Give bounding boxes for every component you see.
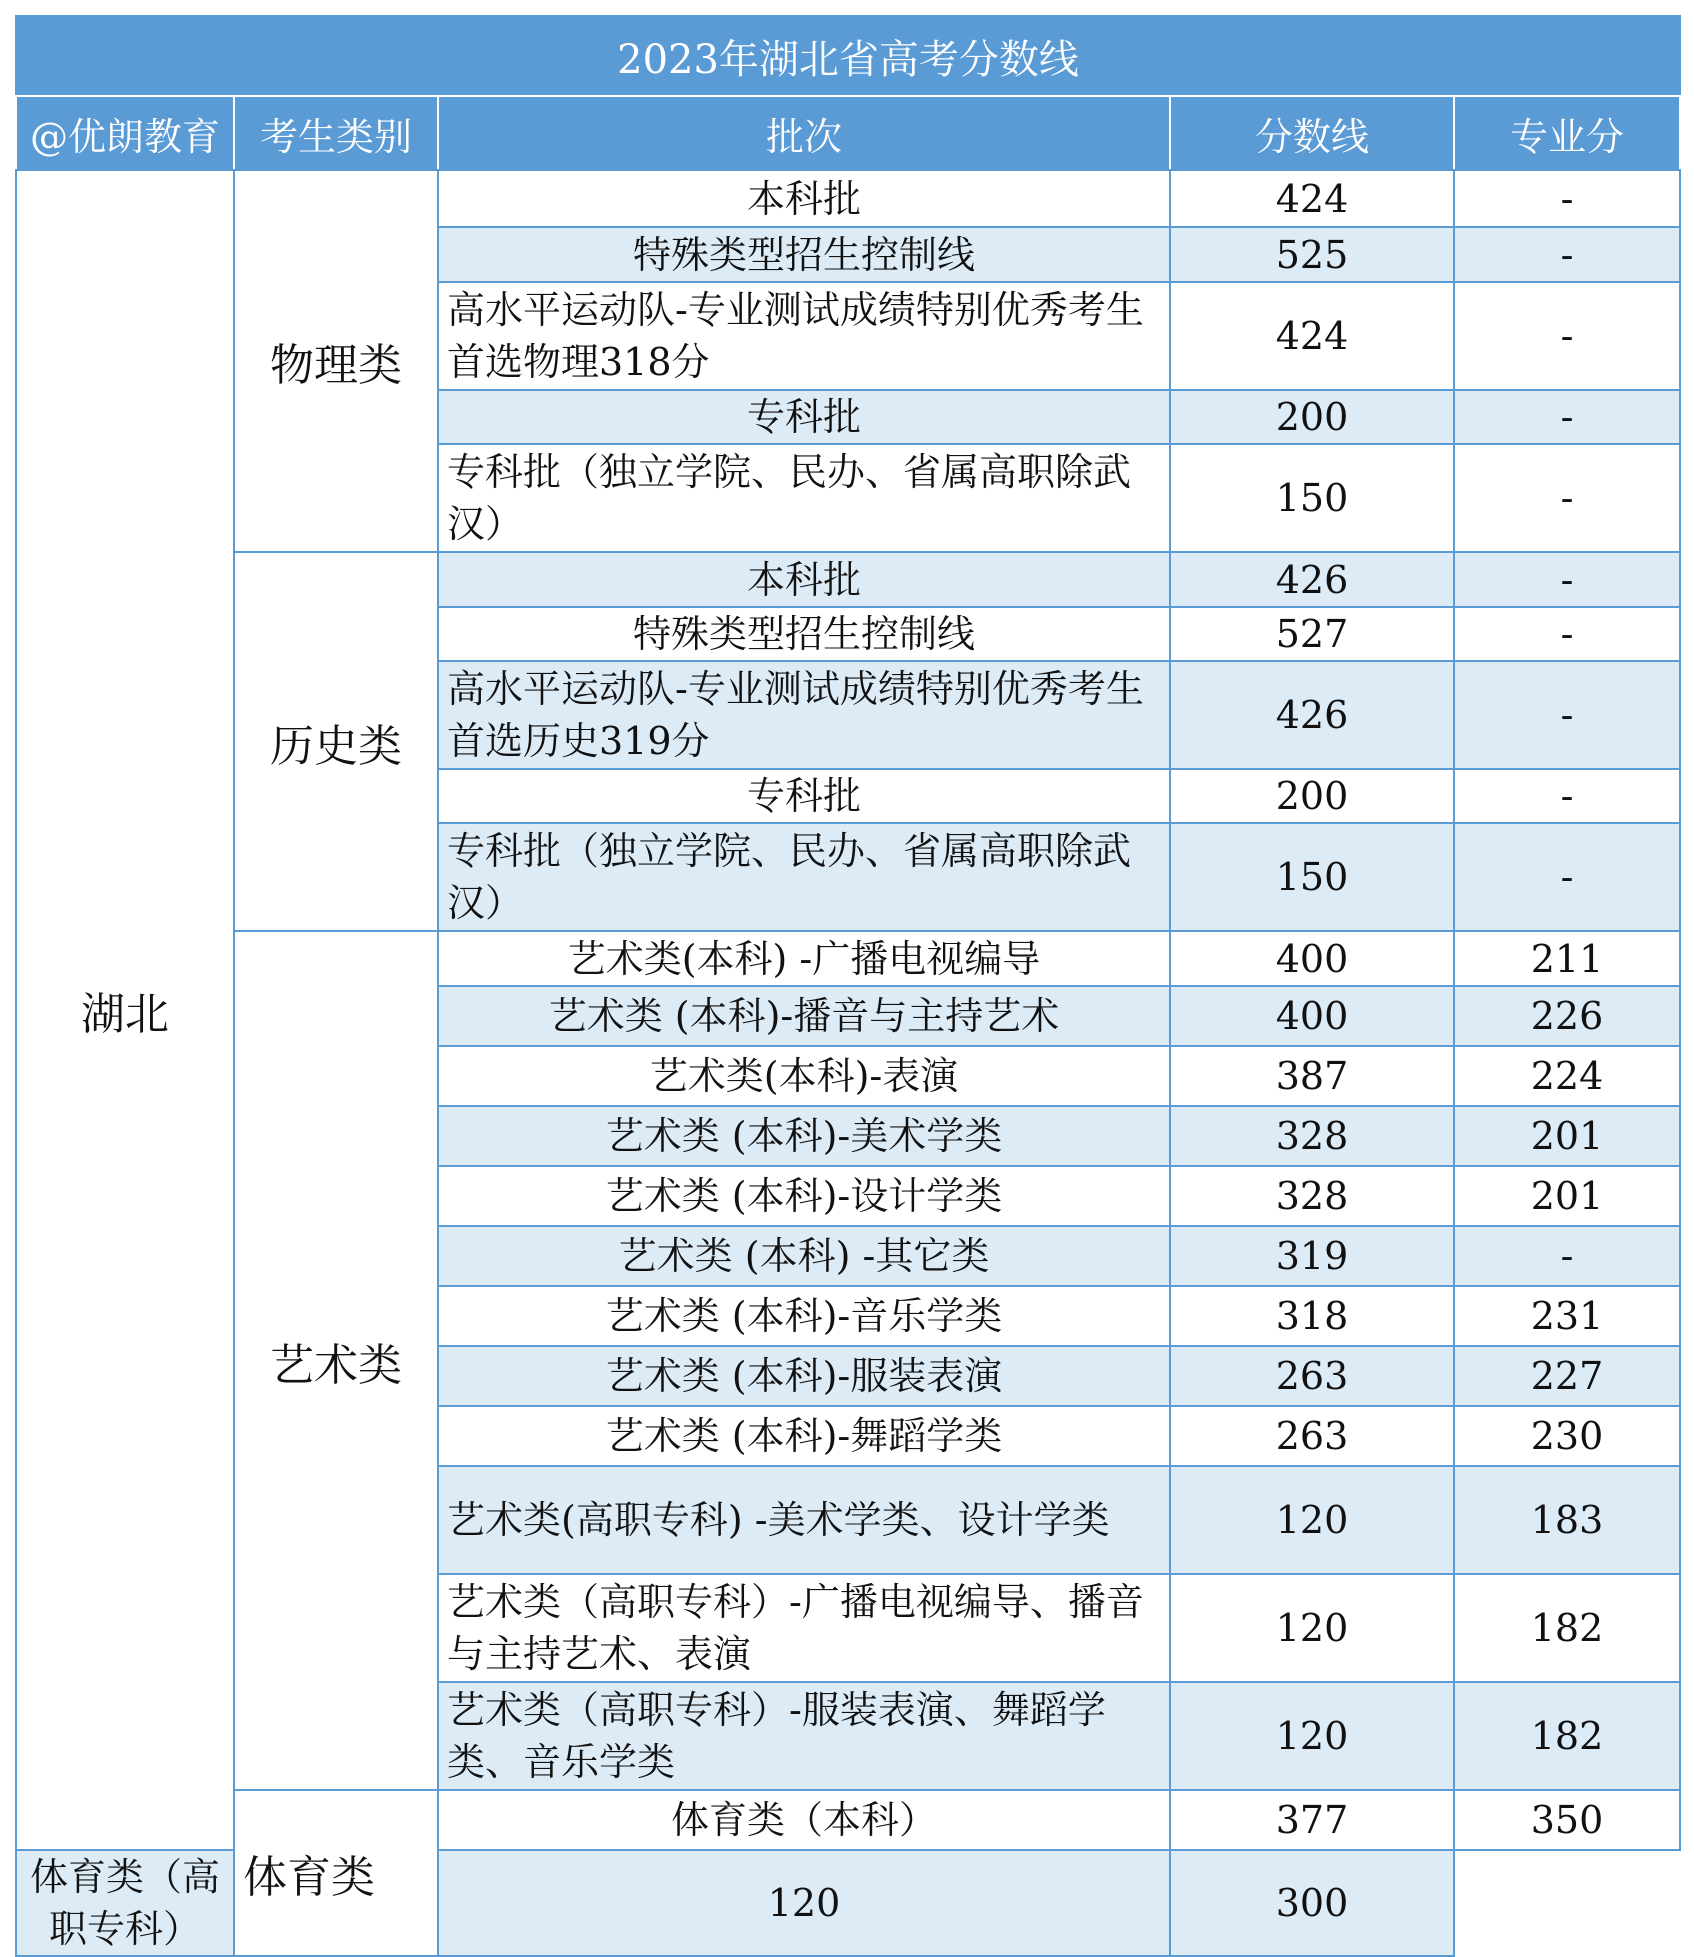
header-watermark: @优朗教育 (16, 96, 234, 170)
batch-cell: 艺术类(高职专科) -美术学类、设计学类 (438, 1466, 1170, 1574)
batch-cell: 专科批（独立学院、民办、省属高职除武汉） (438, 823, 1170, 931)
score-cell: 527 (1170, 607, 1454, 661)
batch-cell: 艺术类 (本科)-美术学类 (438, 1106, 1170, 1166)
score-cell: 200 (1170, 390, 1454, 444)
major-score-cell: - (1454, 552, 1680, 607)
score-cell: 200 (1170, 769, 1454, 823)
batch-cell: 艺术类(本科)-表演 (438, 1046, 1170, 1106)
major-score-cell: 211 (1454, 931, 1680, 986)
batch-cell: 高水平运动队-专业测试成绩特别优秀考生首选物理318分 (438, 282, 1170, 390)
score-cell: 426 (1170, 552, 1454, 607)
major-score-cell: - (1454, 227, 1680, 282)
batch-cell: 体育类（高职专科） (16, 1850, 234, 1956)
batch-cell: 艺术类（高职专科）-服装表演、舞蹈学类、音乐学类 (438, 1682, 1170, 1790)
major-score-cell: - (1454, 661, 1680, 769)
province-cell: 湖北 (16, 170, 234, 1850)
score-cell: 377 (1170, 1790, 1454, 1850)
score-cell: 525 (1170, 227, 1454, 282)
score-cell: 426 (1170, 661, 1454, 769)
score-cell: 328 (1170, 1166, 1454, 1226)
score-cell: 263 (1170, 1406, 1454, 1466)
table-row (16, 170, 1680, 227)
table-row (16, 552, 1680, 607)
table-row (16, 931, 1680, 986)
major-score-cell: 300 (1170, 1850, 1454, 1956)
score-cell: 263 (1170, 1346, 1454, 1406)
major-score-cell: - (1454, 170, 1680, 227)
score-cell: 150 (1170, 444, 1454, 552)
batch-cell: 本科批 (438, 170, 1170, 227)
batch-cell: 艺术类 (本科)-设计学类 (438, 1166, 1170, 1226)
major-score-cell: 230 (1454, 1406, 1680, 1466)
batch-cell: 艺术类 (本科) -其它类 (438, 1226, 1170, 1286)
major-score-cell: 183 (1454, 1466, 1680, 1574)
major-score-cell: 224 (1454, 1046, 1680, 1106)
batch-cell: 体育类（本科） (438, 1790, 1170, 1850)
major-score-cell: - (1454, 769, 1680, 823)
batch-cell: 特殊类型招生控制线 (438, 607, 1170, 661)
score-cell: 424 (1170, 170, 1454, 227)
major-score-cell: 227 (1454, 1346, 1680, 1406)
batch-cell: 专科批（独立学院、民办、省属高职除武汉） (438, 444, 1170, 552)
score-cell: 387 (1170, 1046, 1454, 1106)
batch-cell: 艺术类（高职专科）-广播电视编导、播音与主持艺术、表演 (438, 1574, 1170, 1682)
score-cell: 400 (1170, 931, 1454, 986)
major-score-cell: - (1454, 1226, 1680, 1286)
score-cell: 120 (1170, 1682, 1454, 1790)
major-score-cell: 201 (1454, 1106, 1680, 1166)
batch-cell: 艺术类 (本科)-服装表演 (438, 1346, 1170, 1406)
header-major-score: 专业分 (1454, 96, 1680, 170)
batch-cell: 高水平运动队-专业测试成绩特别优秀考生首选历史319分 (438, 661, 1170, 769)
score-table (15, 15, 1681, 1957)
header-batch: 批次 (438, 96, 1170, 170)
major-score-cell: - (1454, 607, 1680, 661)
score-cell: 120 (1170, 1574, 1454, 1682)
category-cell-history: 历史类 (234, 552, 438, 931)
major-score-cell: 226 (1454, 986, 1680, 1046)
category-cell-sports: 体育类 (234, 1790, 438, 1956)
batch-cell: 本科批 (438, 552, 1170, 607)
batch-cell: 特殊类型招生控制线 (438, 227, 1170, 282)
major-score-cell: 350 (1454, 1790, 1680, 1850)
score-cell: 318 (1170, 1286, 1454, 1346)
batch-cell: 艺术类 (本科)-播音与主持艺术 (438, 986, 1170, 1046)
score-cell: 328 (1170, 1106, 1454, 1166)
table-row (16, 1790, 1680, 1850)
score-cell: 120 (438, 1850, 1170, 1956)
major-score-cell: - (1454, 282, 1680, 390)
batch-cell: 艺术类(本科) -广播电视编导 (438, 931, 1170, 986)
category-cell-physics: 物理类 (234, 170, 438, 552)
major-score-cell: 201 (1454, 1166, 1680, 1226)
category-cell-art: 艺术类 (234, 931, 438, 1790)
score-cell: 150 (1170, 823, 1454, 931)
batch-cell: 艺术类 (本科)-舞蹈学类 (438, 1406, 1170, 1466)
score-cell: 424 (1170, 282, 1454, 390)
major-score-cell: - (1454, 390, 1680, 444)
table-body (16, 170, 1680, 1956)
score-cell: 400 (1170, 986, 1454, 1046)
header-category: 考生类别 (234, 96, 438, 170)
major-score-cell: 182 (1454, 1574, 1680, 1682)
major-score-cell: 231 (1454, 1286, 1680, 1346)
table-title: 2023年湖北省高考分数线 (16, 16, 1680, 96)
batch-cell: 专科批 (438, 390, 1170, 444)
batch-cell: 专科批 (438, 769, 1170, 823)
score-cell: 319 (1170, 1226, 1454, 1286)
batch-cell: 艺术类 (本科)-音乐学类 (438, 1286, 1170, 1346)
major-score-cell: - (1454, 823, 1680, 931)
score-cell: 120 (1170, 1466, 1454, 1574)
header-score: 分数线 (1170, 96, 1454, 170)
major-score-cell: 182 (1454, 1682, 1680, 1790)
major-score-cell: - (1454, 444, 1680, 552)
score-table-sheet (15, 15, 1679, 1957)
